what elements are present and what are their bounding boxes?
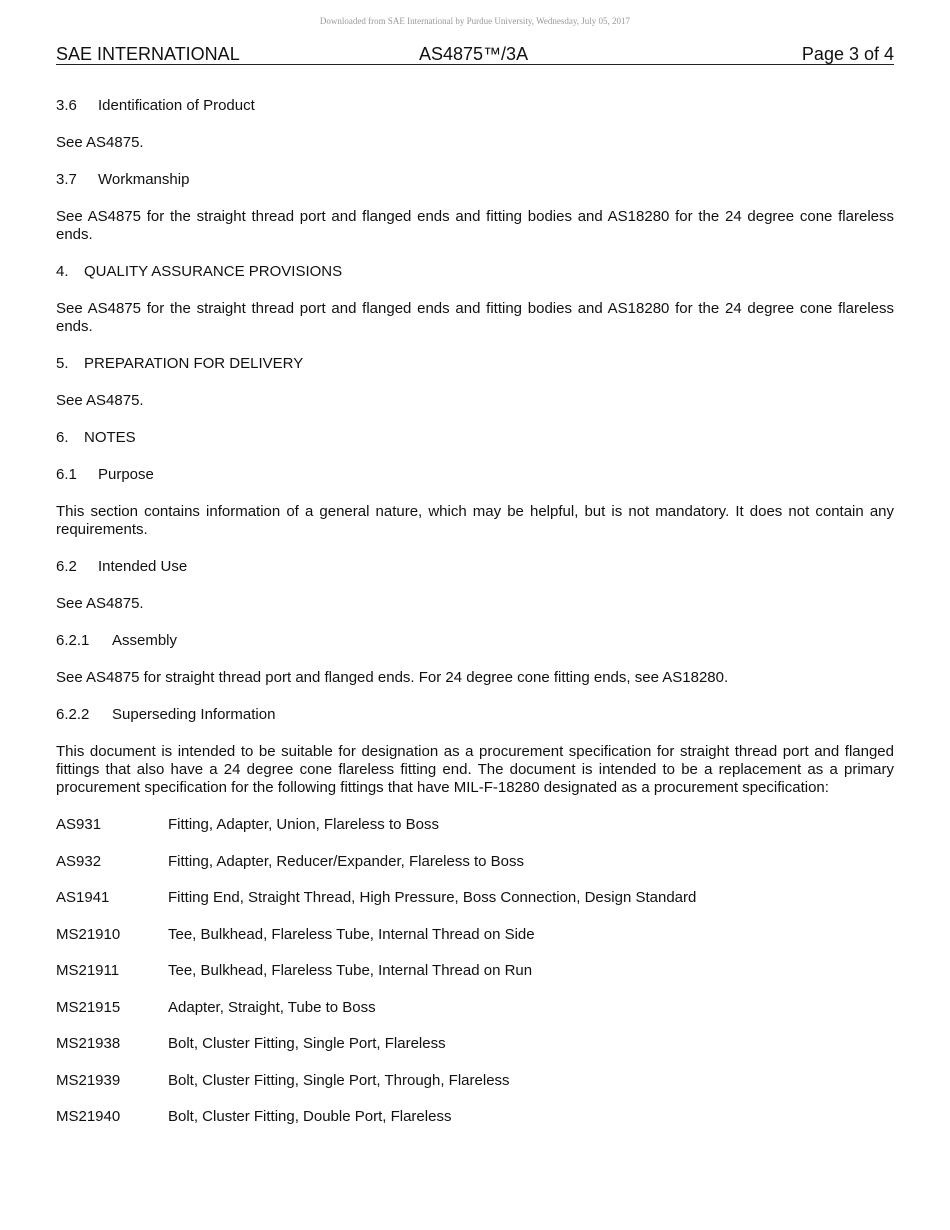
fitting-code: AS931	[56, 816, 102, 833]
header-document-number: AS4875™/3A	[419, 44, 529, 64]
section-number: 5.	[56, 355, 69, 372]
section-body-6-2: See AS4875.	[56, 595, 144, 612]
fitting-description: Bolt, Cluster Fitting, Single Port, Through, Flareless	[168, 1071, 510, 1089]
fitting-description: Fitting, Adapter, Union, Flareless to Boss	[168, 816, 439, 833]
fitting-description: Adapter, Straight, Tube to Boss	[168, 998, 376, 1016]
section-heading-6-2-2	[56, 706, 894, 724]
section-number: 6.1	[56, 466, 77, 483]
section-title: NOTES	[84, 429, 136, 446]
section-title: PREPARATION FOR DELIVERY	[84, 355, 304, 372]
page-header	[56, 44, 894, 65]
fitting-code: AS1941	[56, 889, 110, 906]
list-item	[56, 1035, 894, 1053]
fitting-description: Tee, Bulkhead, Flareless Tube, Internal Thread on Run	[168, 962, 533, 979]
section-heading-4	[56, 263, 894, 281]
list-item	[56, 926, 894, 944]
section-number: 6.2	[56, 558, 77, 575]
fitting-code: MS21911	[56, 962, 120, 979]
section-body-6-1: This section contains information of a general nature, which may be helpful, but is not mandatory. It does not contain any requirements.	[56, 503, 894, 538]
section-number: 6.	[56, 429, 69, 446]
section-title: QUALITY ASSURANCE PROVISIONS	[84, 263, 343, 280]
section-body-6-2-2: This document is intended to be suitable for designation as a procurement specification for straight thread port and flanged fittings that also have a 24 degree cone flareless fitting end. The document is intended to be a replacement as a primary procurement specification for the following fittings that have MIL-F-18280 designated as a procurement specification:	[56, 743, 894, 796]
section-body-3-6: See AS4875.	[56, 134, 144, 151]
section-title: Workmanship	[98, 171, 190, 188]
section-number: 6.2.1	[56, 632, 90, 649]
list-item	[56, 816, 894, 834]
section-heading-5	[56, 355, 894, 373]
section-heading-3-7	[56, 171, 894, 189]
fitting-description: Bolt, Cluster Fitting, Double Port, Flareless	[168, 1108, 452, 1125]
fitting-code: AS932	[56, 852, 102, 870]
header-organization: SAE INTERNATIONAL	[56, 44, 240, 64]
section-number: 4.	[56, 263, 69, 280]
fitting-description: Bolt, Cluster Fitting, Single Port, Flareless	[168, 1035, 446, 1052]
section-title: Assembly	[112, 632, 178, 649]
fitting-code: MS21939	[56, 1071, 121, 1089]
section-heading-6-2-1	[56, 632, 894, 650]
section-title: Purpose	[98, 466, 154, 483]
fitting-description: Fitting, Adapter, Reducer/Expander, Flareless to Boss	[168, 852, 525, 870]
section-number: 3.7	[56, 171, 77, 188]
fitting-code: MS21940	[56, 1108, 121, 1125]
fitting-code: MS21938	[56, 1035, 121, 1052]
header-page-number: Page 3 of 4	[801, 44, 894, 64]
section-body-5: See AS4875.	[56, 392, 144, 409]
section-title: Superseding Information	[112, 706, 276, 723]
document-body	[56, 97, 894, 1145]
section-body-6-2-1: See AS4875 for straight thread port and flanged ends. For 24 degree cone fitting ends, see AS18280.	[56, 669, 729, 686]
section-heading-6-1	[56, 466, 894, 484]
list-item	[56, 853, 894, 871]
list-item	[56, 1072, 894, 1090]
section-body-4: See AS4875 for the straight thread port and flanged ends and fitting bodies and AS18280 for the 24 degree cone flareless ends.	[56, 300, 894, 335]
section-number: 6.2.2	[56, 706, 90, 723]
list-item	[56, 889, 894, 907]
section-heading-6-2	[56, 558, 894, 576]
section-heading-6	[56, 429, 894, 447]
fitting-description: Tee, Bulkhead, Flareless Tube, Internal Thread on Side	[168, 925, 535, 943]
fitting-code: MS21910	[56, 925, 121, 943]
list-item	[56, 962, 894, 980]
superseded-fittings-list	[56, 816, 894, 1126]
list-item	[56, 1108, 894, 1126]
fitting-code: MS21915	[56, 998, 121, 1016]
section-title: Identification of Product	[98, 97, 255, 114]
fitting-description: Fitting End, Straight Thread, High Pressure, Boss Connection, Design Standard	[168, 889, 697, 906]
section-title: Intended Use	[98, 558, 188, 575]
section-number: 3.6	[56, 97, 77, 114]
section-heading-3-6	[56, 97, 894, 115]
section-body-3-7: See AS4875 for the straight thread port and flanged ends and fitting bodies and AS18280 for the 24 degree cone flareless ends.	[56, 208, 894, 243]
list-item	[56, 999, 894, 1017]
download-watermark: Downloaded from SAE International by Purdue University, Wednesday, July 05, 2017	[319, 16, 631, 26]
